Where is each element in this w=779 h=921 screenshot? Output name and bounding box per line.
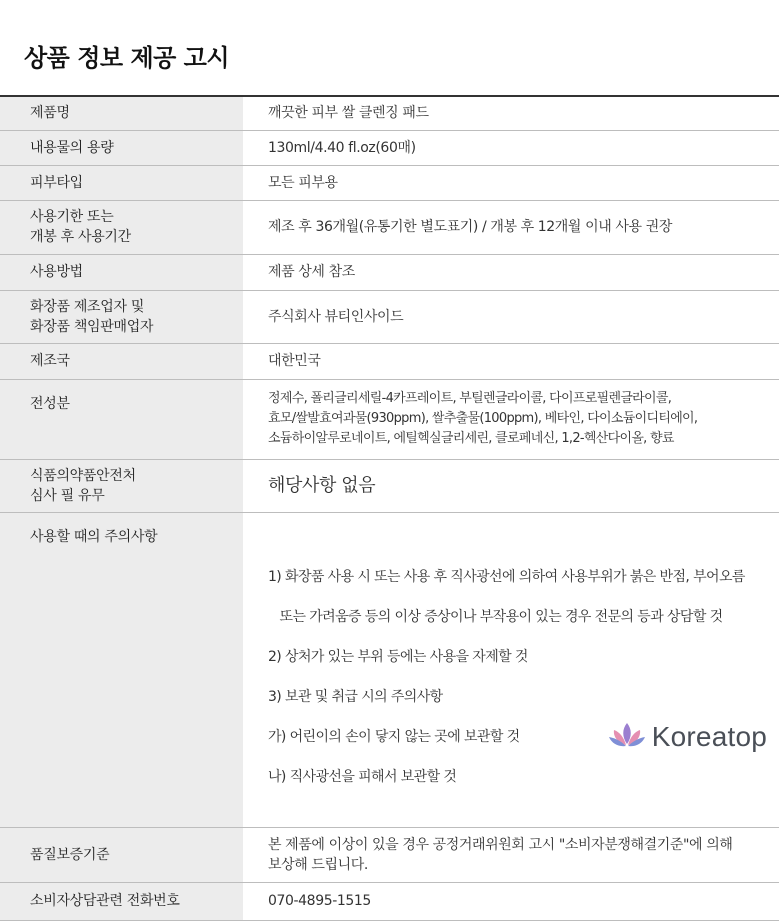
caution-line: 또는 가려움증 등의 이상 증상이나 부작용이 있는 경우 전문의 등과 상담할 것 [268,608,723,625]
caution-line: 나) 직사광선을 피해서 보관할 것 [268,768,457,785]
row-value [243,512,779,827]
row-label: 사용할 때의 주의사항 [0,512,243,827]
caution-line: 2) 상처가 있는 부위 등에는 사용을 자제할 것 [268,648,528,665]
row-label: 품질보증기준 [0,827,243,882]
row-label: 피부타입 [0,165,243,200]
row-label: 사용기한 또는 개봉 후 사용기간 [0,200,243,254]
caution-line: 3) 보관 및 취급 시의 주의사항 [268,688,443,705]
row-label: 제품명 [0,96,243,130]
row-value: 해당사항 없음 [243,459,779,512]
table-row-mfds-review [0,459,779,512]
caution-line: 가) 어린이의 손이 닿지 않는 곳에 보관할 것 [268,728,520,745]
row-value: 제조 후 36개월(유통기한 별도표기) / 개봉 후 12개월 이내 사용 권장 [243,200,779,254]
page-title: 상품 정보 제공 고시 [24,44,230,72]
row-label: 화장품 제조업자 및 화장품 책임판매업자 [0,290,243,343]
table-row-expiry [0,200,779,254]
caution-list [268,547,773,807]
watermark-text: Koreatop [651,721,767,752]
row-label: 사용방법 [0,254,243,290]
table-row-product-name [0,96,779,130]
table-row-skin-type [0,165,779,200]
row-label: 소비자상담관련 전화번호 [0,882,243,920]
row-label: 전성분 [0,379,243,459]
lotus-icon [608,720,646,754]
table-row-cautions [0,512,779,827]
caution-line: 1) 화장품 사용 시 또는 사용 후 직사광선에 의하여 사용부위가 붉은 반점, 부어오름 [268,568,745,585]
row-value: 본 제품에 이상이 있을 경우 공정거래위원회 고시 "소비자분쟁해결기준"에 의해 보상해 드립니다. [243,827,779,882]
row-value: 070-4895-1515 [243,882,779,920]
row-value: 주식회사 뷰티인사이드 [243,290,779,343]
table-row-country [0,343,779,379]
row-value: 130ml/4.40 fl.oz(60매) [243,130,779,165]
table-row-manufacturer [0,290,779,343]
product-info-table [0,95,779,921]
row-value: 제품 상세 참조 [243,254,779,290]
row-value: 깨끗한 피부 쌀 클렌징 패드 [243,96,779,130]
row-label: 식품의약품안전처 심사 필 유무 [0,459,243,512]
row-value: 정제수, 폴리글리세릴-4카프레이트, 부틸렌글라이콜, 다이프로필렌글라이콜, 효모/쌀발효여과물(930ppm), 쌀추출물(100ppm), 베타인, 다이소듐이디티에이, 소듐하이알루로네이트, 에틸헥실글리세린, 클로페네신, 1,2-헥산다이올, 향료 [243,379,779,459]
row-label: 내용물의 용량 [0,130,243,165]
row-value: 대한민국 [243,343,779,379]
table-row-quality [0,827,779,882]
table-row-phone [0,882,779,920]
koreatop-watermark [608,720,767,754]
row-value: 모든 피부용 [243,165,779,200]
table-row-usage [0,254,779,290]
table-row-volume [0,130,779,165]
row-label: 제조국 [0,343,243,379]
table-row-ingredients [0,379,779,459]
